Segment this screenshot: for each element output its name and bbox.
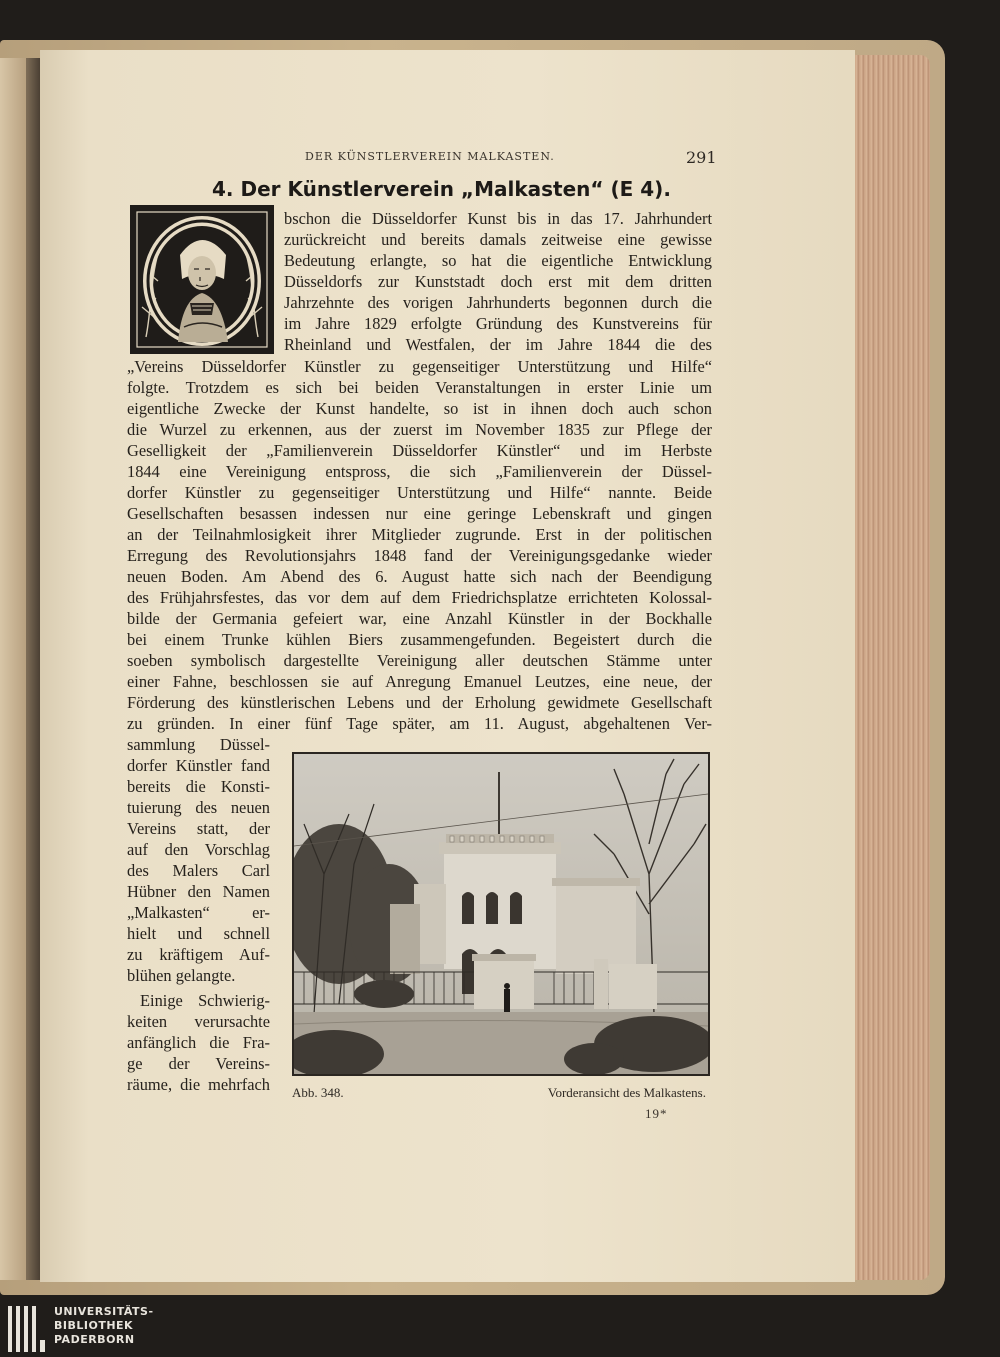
library-line: BIBLIOTHEK: [54, 1319, 134, 1332]
text-line: zurückreicht und bereits damals zeitweise eine gewisse: [284, 230, 712, 249]
text-line: Geselligkeit der „Familienverein Düsseldorfer Künstler“ und im Herbste: [127, 441, 712, 460]
column-line: Vereins statt, der: [127, 819, 270, 838]
text-line: Gesellschaften besassen indessen nur eine geringe Lebenskraft und gingen: [127, 504, 712, 523]
left-page-edge: [0, 58, 26, 1280]
column-line: blühen gelangte.: [127, 966, 236, 985]
library-line: PADERBORN: [54, 1333, 135, 1346]
text-line: bschon die Düsseldorfer Kunst bis in das 17. Jahrhundert: [284, 209, 712, 228]
column-line: räume, die mehrfach: [127, 1075, 270, 1094]
text-line: zu gründen. In einer fünf Tage später, am 11. August, abgehaltenen Ver-: [127, 714, 712, 733]
column-line: hielt und schnell: [127, 924, 270, 943]
column-line: „Malkasten“ er-: [127, 903, 270, 922]
column-line: keiten verursachte: [127, 1012, 270, 1031]
text-line: soeben symbolisch dargestellte Vereinigung aller deutschen Stämme unter: [127, 651, 712, 670]
text-line: neuen Boden. Am Abend des 6. August hatte sich nach der Beendigung: [127, 567, 712, 586]
text-line: Düsseldorfs zur Kunststadt doch erst mit dem dritten: [284, 272, 712, 291]
figure-label: Abb. 348.: [292, 1085, 344, 1100]
text-line: an der Teilnahmlosigkeit ihrer Mitglieder zugrunde. Erst in der politischen: [127, 525, 712, 544]
text-line: Rheinland und Westfalen, der im Jahre 1844 die des: [284, 335, 712, 354]
text-line: Erregung des Revolutionsjahrs 1848 fand der Vereinigungsgedanke wieder: [127, 546, 712, 565]
text-line: Bedeutung erlangte, so hat die eigentliche Entwicklung: [284, 251, 712, 270]
column-line: dorfer Künstler fand: [127, 756, 270, 775]
page-stack-edge: [855, 55, 930, 1280]
library-logo-icon: [6, 1306, 46, 1352]
column-line: auf den Vorschlag: [127, 840, 270, 859]
text-line: Jahrzehnte des vorigen Jahrhunderts begonnen durch die: [284, 293, 712, 312]
text-line: im Jahre 1829 erfolgte Gründung des Kunstvereins für: [284, 314, 712, 333]
column-line: Einige Schwierig-: [140, 991, 270, 1010]
text-line: „Vereins Düsseldorfer Künstler zu gegenseitiger Unterstützung und Hilfe“: [127, 357, 712, 376]
text-line: dorfer Künstler zu gegenseitiger Unterstützung und Hilfe“ nannte. Beide: [127, 483, 712, 502]
column-line: anfänglich die Fra-: [127, 1033, 270, 1052]
text-line: folgte. Trotzdem es sich bei beiden Veranstaltungen in erster Linie um: [127, 378, 712, 397]
text-line: des Frühjahrsfestes, das vor dem auf dem Friedrichsplatze errichteten Kolossal-: [127, 588, 712, 607]
section-heading: 4. Der Künstlerverein „Malkasten“ (E 4).: [212, 177, 671, 201]
column-line: sammlung Düssel-: [127, 735, 270, 754]
column-line: des Malers Carl: [127, 861, 270, 880]
decorated-initial-o-icon: [130, 205, 274, 354]
column-line: zu kräftigem Auf-: [127, 945, 270, 964]
figure-caption: Vorderansicht des Malkastens.: [547, 1085, 706, 1100]
text-line: 1844 eine Vereinigung entspross, die sich „Familienverein der Düssel-: [127, 462, 712, 481]
library-name: [54, 1305, 154, 1347]
column-line: bereits die Konsti-: [127, 777, 270, 796]
text-line: eigentliche Zwecke der Kunst handelte, so ist in ihnen doch auch schon: [127, 399, 712, 418]
book-gutter: [26, 58, 40, 1280]
text-line: Förderung des künstlerischen Lebens und der Erholung gewidmete Gesellschaft: [127, 693, 712, 712]
malkasten-photograph: [292, 752, 710, 1076]
running-head: DER KÜNSTLERVEREIN MALKASTEN.: [305, 150, 555, 163]
column-line: Hübner den Namen: [127, 882, 270, 901]
signature-mark: 19*: [645, 1106, 668, 1121]
library-line: UNIVERSITÄTS-: [54, 1305, 154, 1318]
text-line: die Wurzel zu erkennen, aus der zuerst im November 1835 zur Pflege der: [127, 420, 712, 439]
column-line: tuierung des neuen: [127, 798, 270, 817]
column-line: ge der Vereins-: [127, 1054, 270, 1073]
text-line: bei einem Trunke kühlen Biers zusammengefunden. Begeistert durch die: [127, 630, 712, 649]
text-line: einer Fahne, beschlossen sie auf Anregung Emanuel Leutzes, eine neue, der: [127, 672, 712, 691]
page-number: 291: [686, 148, 717, 167]
text-line: bilde der Germania gefeiert war, eine Anzahl Künstler in der Bockhalle: [127, 609, 712, 628]
